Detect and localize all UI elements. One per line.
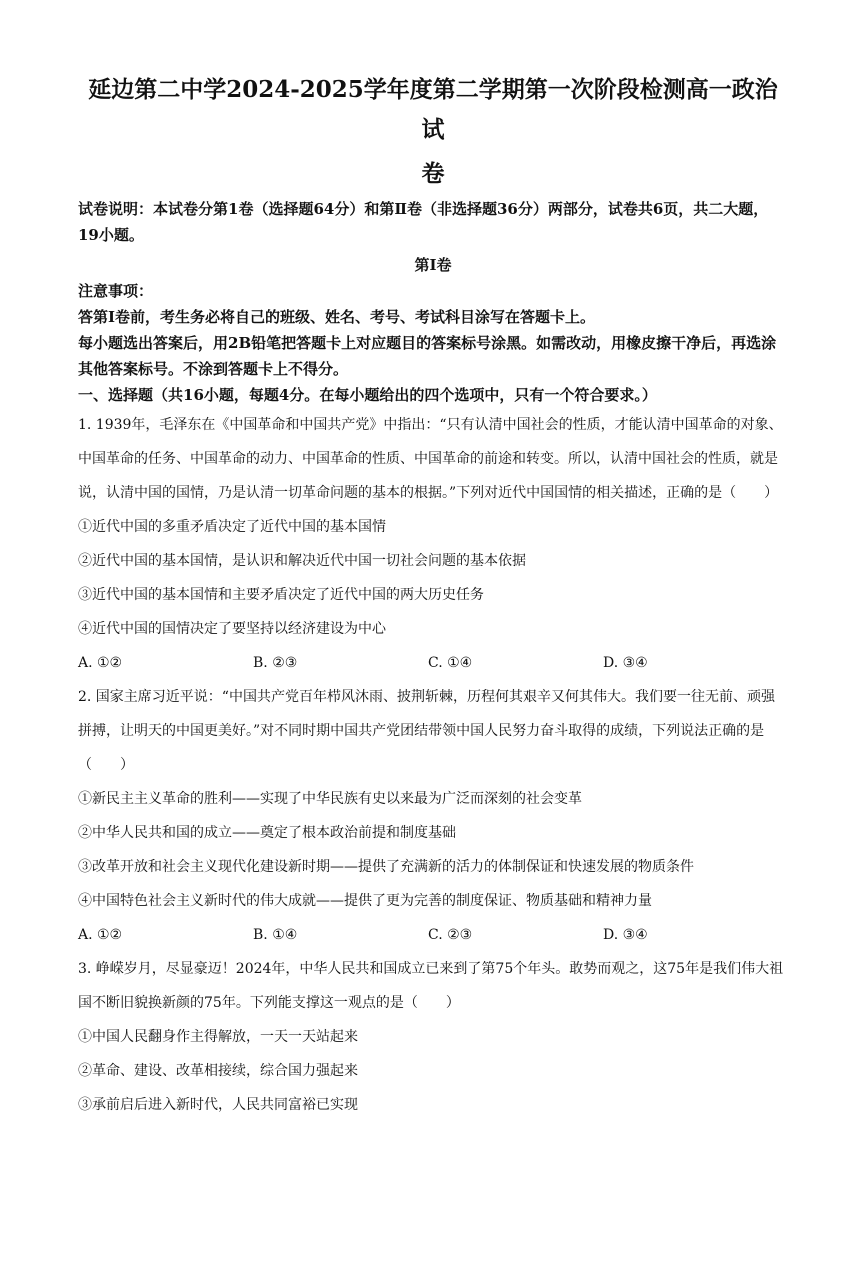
choice-b: B. ①④ <box>253 927 298 943</box>
section-heading: 一、选择题（共16小题，每题4分。在每小题给出的四个选项中，只有一个符合要求。） <box>78 386 657 404</box>
question-3 <box>78 952 788 1122</box>
statement-item: ②中华人民共和国的成立——奠定了根本政治前提和制度基础 <box>78 825 456 841</box>
statement-item: ③近代中国的基本国情和主要矛盾决定了近代中国的两大历史任务 <box>78 587 484 603</box>
question-2 <box>78 680 788 952</box>
exam-title-line2: 卷 <box>421 160 445 187</box>
statement-item: ④近代中国的国情决定了要坚持以经济建设为中心 <box>78 621 386 637</box>
exam-title-line1: 延边第二中学2024-2025学年度第二学期第一次阶段检测高一政治试 <box>88 76 778 143</box>
exam-page <box>0 70 860 1286</box>
part-title: 第Ⅰ卷 <box>414 256 452 274</box>
notice-heading: 注意事项： <box>78 282 154 300</box>
question-1 <box>78 408 788 680</box>
choice-a: A. ①② <box>78 927 123 943</box>
statement-item: ③改革开放和社会主义现代化建设新时期——提供了充满新的活力的体制保证和快速发展的物质条件 <box>78 859 694 875</box>
choice-c: C. ②③ <box>428 927 473 943</box>
statement-item: ②革命、建设、改革相接续，综合国力强起来 <box>78 1063 358 1079</box>
choice-d: D. ③④ <box>603 655 648 671</box>
choice-b: B. ②③ <box>253 655 298 671</box>
answer-choices <box>78 646 788 680</box>
exam-instructions: 试卷说明：本试卷分第1卷（选择题64分）和第Ⅱ卷（非选择题36分）两部分，试卷共6页，共二大题，19小题。 <box>78 200 769 244</box>
notice-item-1: 答第Ⅰ卷前，考生务必将自己的班级、姓名、考号、考试科目涂写在答题卡上。 <box>78 308 596 326</box>
answer-choices <box>78 918 788 952</box>
statement-item: ①新民主主义革命的胜利——实现了中华民族有史以来最为广泛而深刻的社会变革 <box>78 791 582 807</box>
choice-c: C. ①④ <box>428 655 473 671</box>
statement-item: ③承前启后进入新时代，人民共同富裕已实现 <box>78 1097 358 1113</box>
statement-item: ①中国人民翻身作主得解放，一天一天站起来 <box>78 1029 358 1045</box>
statement-item: ②近代中国的基本国情，是认识和解决近代中国一切社会问题的基本依据 <box>78 553 526 569</box>
choice-a: A. ①② <box>78 655 123 671</box>
choice-d: D. ③④ <box>603 927 648 943</box>
question-stem: 1. 1939年，毛泽东在《中国革命和中国共产党》中指出：“只有认清中国社会的性质，才能认清中国革命的对象、中国革命的任务、中国革命的动力、中国革命的性质、中国革命的前途和转变。所以，认清中国社会的性质，就是说，认清中国的国情，乃是认清一切革命问题的基本的根据。”下列对近代中国国情的相关描述，正确的是（ ） <box>78 417 783 501</box>
statement-item: ①近代中国的多重矛盾决定了近代中国的基本国情 <box>78 519 386 535</box>
question-stem: 2. 国家主席习近平说：“中国共产党百年栉风沐雨、披荆斩棘，历程何其艰辛又何其伟大。我们要一往无前、顽强拼搏，让明天的中国更美好。”对不同时期中国共产党团结带领中国人民努力奋斗取得的成绩，下列说法正确的是（ ） <box>78 689 775 773</box>
notice-item-2: 每小题选出答案后，用2B铅笔把答题卡上对应题目的答案标号涂黑。如需改动，用橡皮擦干净后，再选涂其他答案标号。不涂到答题卡上不得分。 <box>78 334 777 378</box>
statement-item: ④中国特色社会主义新时代的伟大成就——提供了更为完善的制度保证、物质基础和精神力量 <box>78 893 652 909</box>
question-stem: 3. 峥嵘岁月，尽显豪迈！2024年，中华人民共和国成立已来到了第75个年头。敢势而观之，这75年是我们伟大祖国不断旧貌换新颜的75年。下列能支撑这一观点的是（ ） <box>78 961 784 1011</box>
